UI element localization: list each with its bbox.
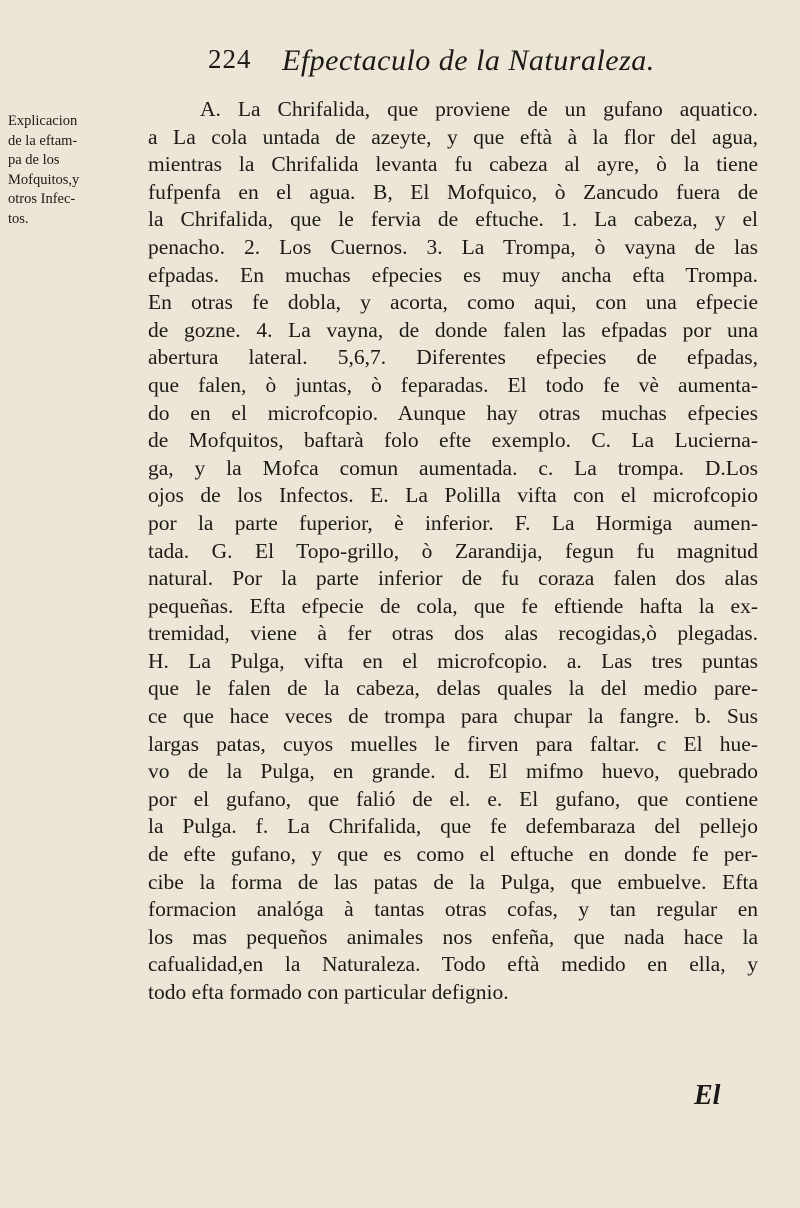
text-line: los mas pequeños animales nos enfeña, que nada hace la <box>148 924 758 949</box>
text-line: formacion analóga à tantas otras cofas, y tan regular en <box>148 897 758 922</box>
text-line: fufpenfa en el agua. B, El Mofquico, ò Zancudo fuera de <box>148 179 758 204</box>
margin-note-line: Mofquitos,y <box>8 171 80 188</box>
text-line: por la parte fuperior, è inferior. F. La Hormiga aumen- <box>148 510 758 535</box>
text-line: tremidad, viene à fer otras dos alas recogidas,ò plegadas. <box>148 621 758 646</box>
text-line: todo efta formado con particular defignio. <box>148 980 509 1004</box>
text-line: cibe la forma de las patas de la Pulga, que embuelve. Efta <box>148 869 758 894</box>
text-line: a La cola untada de azeyte, y que eftà à la flor del agua, <box>148 124 758 149</box>
text-line: de gozne. 4. La vayna, de donde falen las efpadas por una <box>148 317 758 342</box>
text-line: mientras la Chrifalida levanta fu cabeza al ayre, ò la tiene <box>148 152 758 177</box>
catchword: El <box>694 1080 721 1111</box>
text-line: penacho. 2. Los Cuernos. 3. La Trompa, ò vayna de las <box>148 234 758 259</box>
running-title: Efpectaculo de la Naturaleza. <box>282 44 655 77</box>
text-line: ga, y la Mofca comun aumentada. c. La trompa. D.Los <box>148 455 758 480</box>
text-line: de efte gufano, y que es como el eftuche en donde fe per- <box>148 842 758 867</box>
page-header <box>0 44 800 84</box>
text-line: natural. Por la parte inferior de fu coraza falen dos alas <box>148 566 758 591</box>
margin-note-line: Explicacion <box>8 113 78 129</box>
margin-note-line: de la eftam- <box>8 132 78 149</box>
text-line: por el gufano, que falió de el. e. El gufano, que contiene <box>148 786 758 811</box>
text-line: la Chrifalida, que le fervia de eftuche. 1. La cabeza, y el <box>148 207 758 232</box>
text-line: do en el microfcopio. Aunque hay otras muchas efpecies <box>148 400 758 425</box>
body-paragraph <box>148 96 758 1007</box>
margin-note-line: pa de los <box>8 152 60 168</box>
text-line: En otras fe dobla, y acorta, como aqui, con una efpecie <box>148 290 758 315</box>
text-line: vo de la Pulga, en grande. d. El mifmo huevo, quebrado <box>148 759 758 784</box>
text-line: de Mofquitos, baftarà folo efte exemplo. C. La Lucierna- <box>148 428 758 453</box>
text-line: tada. G. El Topo-grillo, ò Zarandija, fegun fu magnitud <box>148 538 758 563</box>
margin-note <box>8 112 92 229</box>
text-line: pequeñas. Efta efpecie de cola, que fe eftiende hafta la ex- <box>148 593 758 618</box>
text-line: largas patas, cuyos muelles le firven para faltar. c El hue- <box>148 731 758 756</box>
text-line: abertura lateral. 5,6,7. Diferentes efpecies de efpadas, <box>148 345 758 370</box>
text-line: H. La Pulga, vifta en el microfcopio. a. Las tres puntas <box>148 648 758 673</box>
page-number: 224 <box>208 44 252 74</box>
text-line: ojos de los Infectos. E. La Polilla vifta con el microfcopio <box>148 483 758 508</box>
text-line: la Pulga. f. La Chrifalida, que fe defembaraza del pellejo <box>148 814 758 839</box>
text-line: ce que hace veces de trompa para chupar la fangre. b. Sus <box>148 704 758 729</box>
margin-note-line: tos. <box>8 210 29 227</box>
text-line: que le falen de la cabeza, delas quales la del medio pare- <box>148 676 758 701</box>
text-line: que falen, ò juntas, ò feparadas. El todo fe vè aumenta- <box>148 372 758 397</box>
text-line: efpadas. En muchas efpecies es muy ancha efta Trompa. <box>148 262 758 287</box>
text-line: cafualidad,en la Naturaleza. Todo eftà medido en ella, y <box>148 952 758 977</box>
margin-note-line: otros Infec- <box>8 191 76 207</box>
text-line: A. La Chrifalida, que proviene de un gufano aquatico. <box>200 97 758 121</box>
